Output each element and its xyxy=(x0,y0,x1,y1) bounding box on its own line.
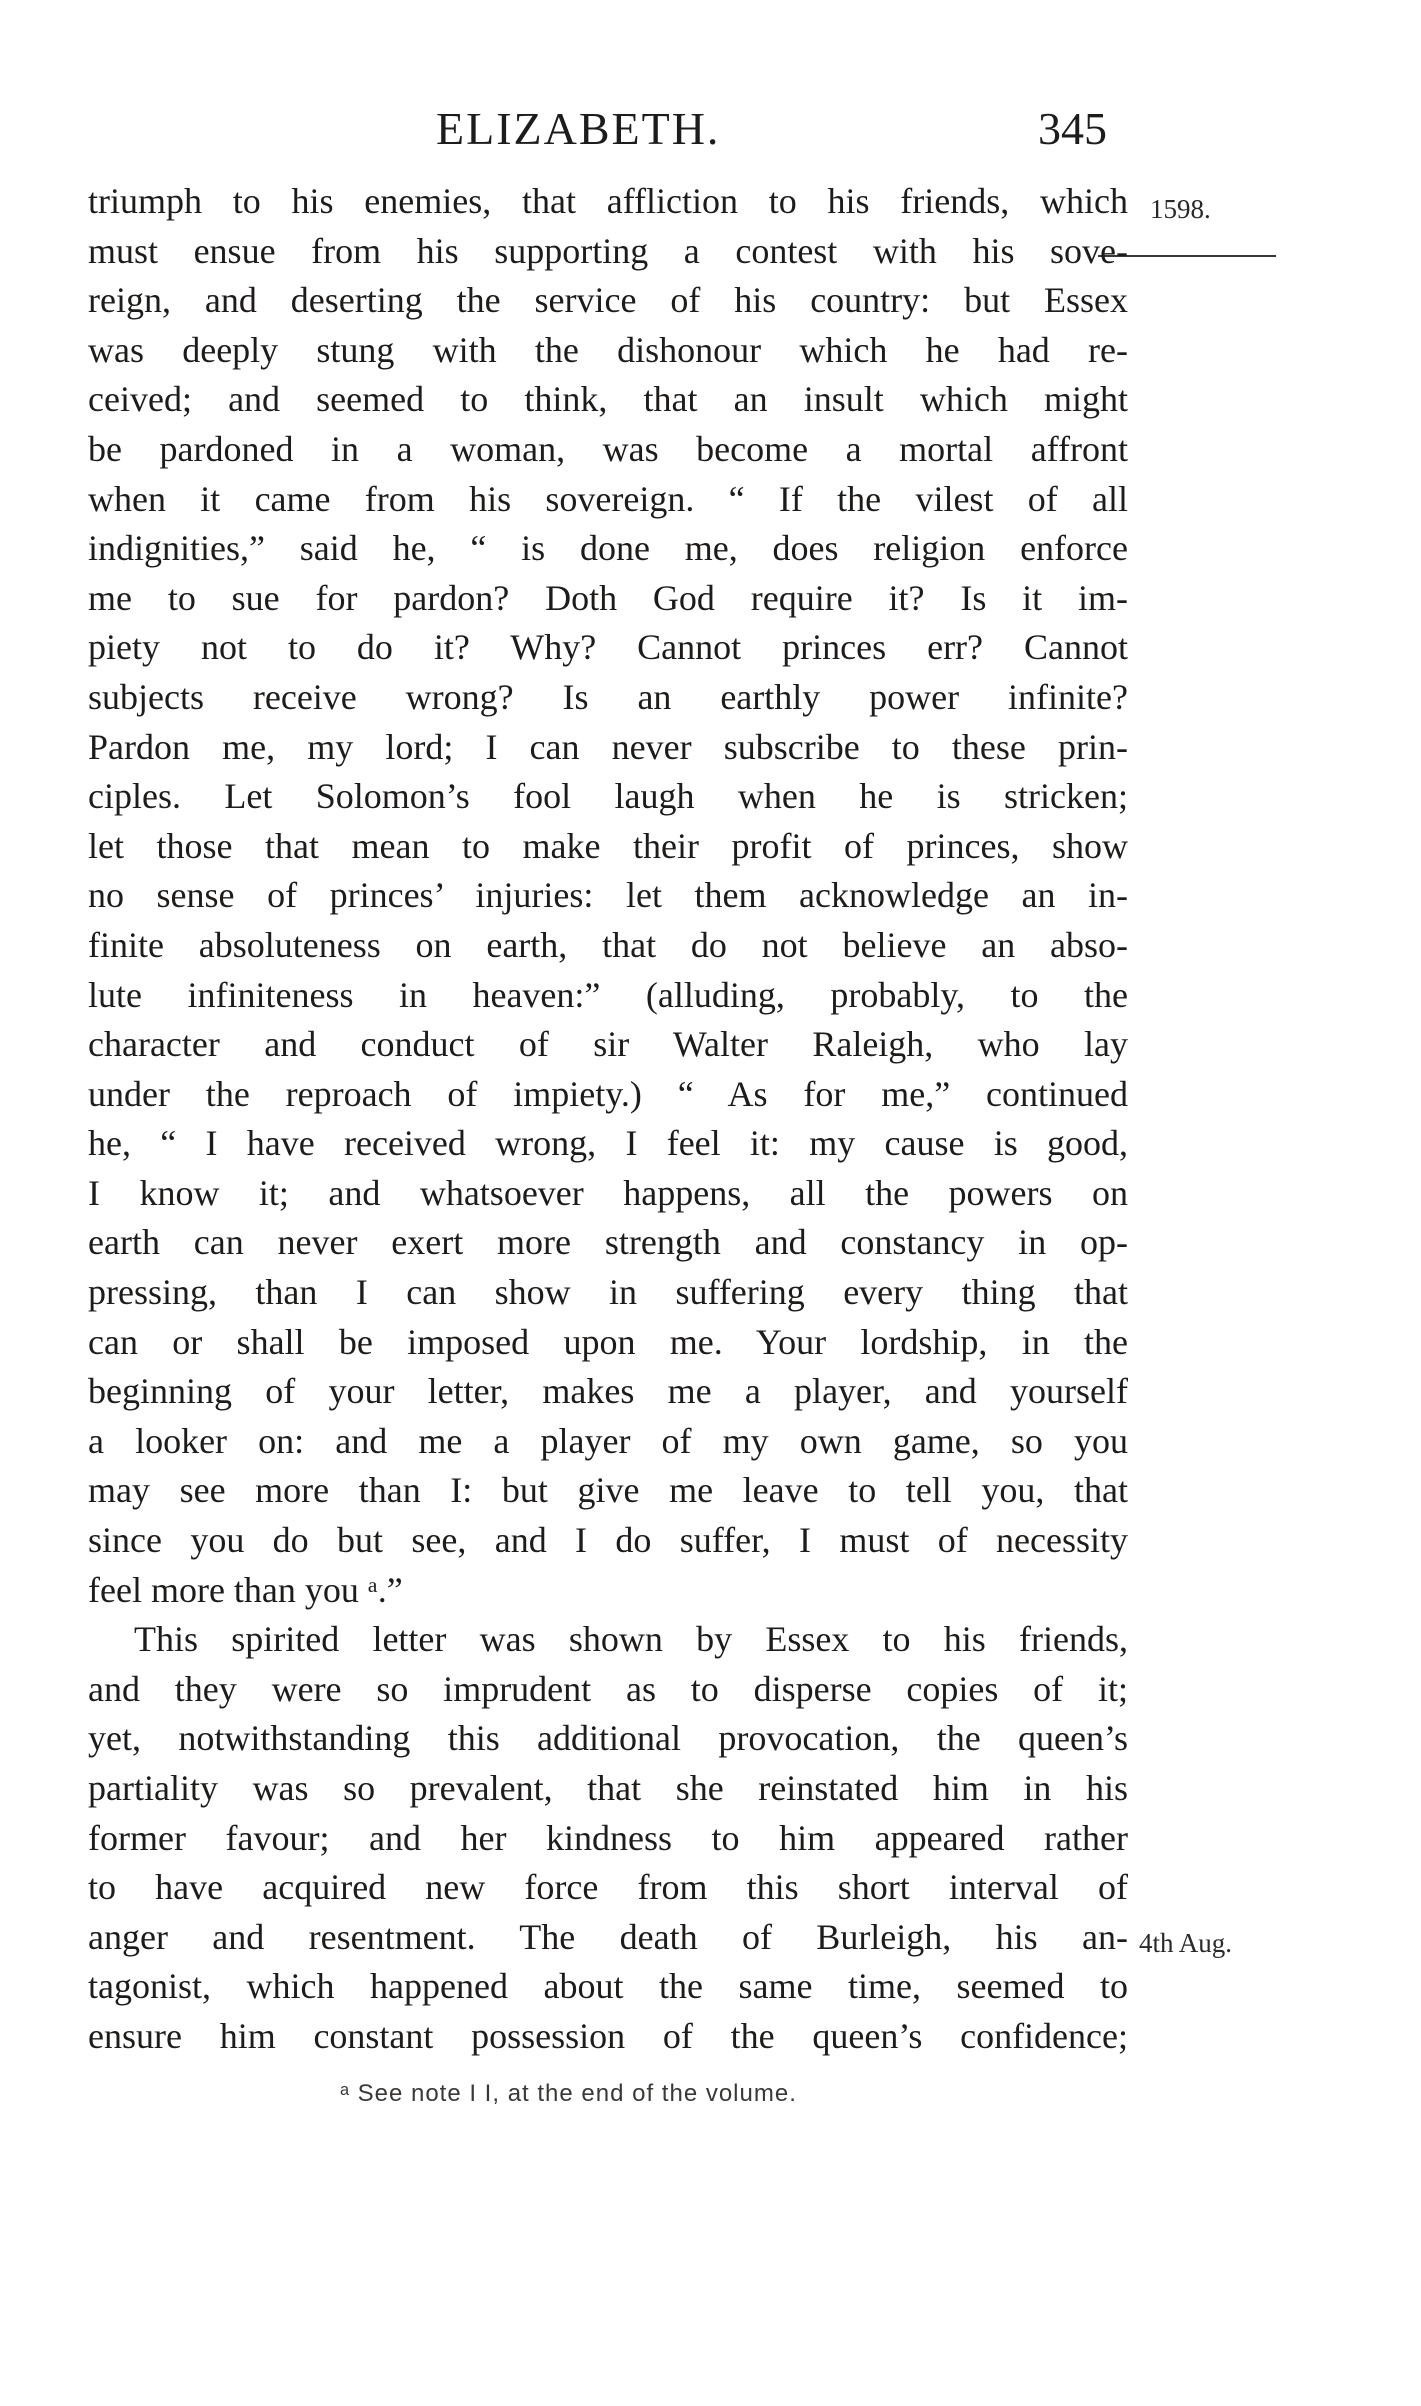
text-line: yet, notwithstanding this additional provocation, the queen’s xyxy=(88,1718,1128,1759)
margin-note-year: 1598. xyxy=(1150,194,1211,224)
text-line: can or shall be imposed upon me. Your lordship, in the xyxy=(88,1321,1128,1362)
text-line: subjects receive wrong? Is an earthly power infinite? xyxy=(88,676,1128,717)
text-line: he, “ I have received wrong, I feel it: my cause is good, xyxy=(88,1123,1128,1164)
text-line: to have acquired new force from this short interval of xyxy=(88,1867,1128,1908)
text-line: under the reproach of impiety.) “ As for me,” continued xyxy=(88,1073,1128,1114)
text-line: me to sue for pardon? Doth God require it? Is it im- xyxy=(88,577,1128,618)
text-line: let those that mean to make their profit of princes, show xyxy=(88,825,1128,866)
text-line: finite absoluteness on earth, that do not believe an abso- xyxy=(88,924,1128,965)
text-line: and they were so imprudent as to disperse copies of it; xyxy=(88,1668,1128,1709)
text-line: lute infiniteness in heaven:” (alluding, probably, to the xyxy=(88,974,1128,1015)
text-line: triumph to his enemies, that affliction to his friends, which xyxy=(88,181,1128,221)
text-line: This spirited letter was shown by Essex to his friends, xyxy=(134,1619,1128,1660)
text-line: I know it; and whatsoever happens, all the powers on xyxy=(88,1172,1128,1213)
text-line: feel more than you ᵃ.” xyxy=(88,1569,403,1610)
margin-note-date: 4th Aug. xyxy=(1139,1928,1233,1958)
text-line: piety not to do it? Why? Cannot princes err? Cannot xyxy=(88,627,1128,668)
text-line: must ensue from his supporting a contest with his sove- xyxy=(88,230,1128,271)
text-line: reign, and deserting the service of his country: but Essex xyxy=(88,280,1128,321)
text-line: when it came from his sovereign. “ If the vilest of all xyxy=(88,478,1128,519)
running-head: ELIZABETH. xyxy=(436,103,721,154)
text-line: ceived; and seemed to think, that an insult which might xyxy=(88,379,1128,420)
text-line: no sense of princes’ injuries: let them acknowledge an in- xyxy=(88,875,1128,916)
text-line: ciples. Let Solomon’s fool laugh when he is stricken; xyxy=(88,776,1128,817)
text-line: Pardon me, my lord; I can never subscribe to these prin- xyxy=(88,726,1128,767)
page-number: 345 xyxy=(1038,103,1107,154)
text-line: former favour; and her kindness to him appeared rather xyxy=(88,1817,1128,1858)
text-line: indignities,” said he, “ is done me, does religion enforce xyxy=(88,528,1128,569)
text-line: tagonist, which happened about the same time, seemed to xyxy=(88,1966,1128,2007)
text-line: may see more than I: but give me leave to tell you, that xyxy=(88,1470,1128,1511)
text-line: character and conduct of sir Walter Raleigh, who lay xyxy=(88,1024,1128,1065)
footnote: ᵃ See note I I, at the end of the volume. xyxy=(340,2080,797,2107)
text-line: pressing, than I can show in suffering every thing that xyxy=(88,1272,1128,1313)
text-line: partiality was so prevalent, that she reinstated him in his xyxy=(88,1768,1128,1808)
text-line: beginning of your letter, makes me a player, and yourself xyxy=(88,1371,1128,1412)
text-line: was deeply stung with the dishonour which he had re- xyxy=(88,329,1128,370)
text-line: earth can never exert more strength and constancy in op- xyxy=(88,1222,1128,1263)
text-line: ensure him constant possession of the queen’s confidence; xyxy=(88,2015,1128,2056)
body-text xyxy=(88,177,1128,2062)
text-line: since you do but see, and I do suffer, I must of necessity xyxy=(88,1520,1128,1561)
text-line: a looker on: and me a player of my own game, so you xyxy=(88,1420,1128,1461)
text-line: be pardoned in a woman, was become a mortal affront xyxy=(88,428,1128,469)
text-line: anger and resentment. The death of Burleigh, his an- xyxy=(88,1916,1128,1957)
page-header xyxy=(0,102,1421,162)
